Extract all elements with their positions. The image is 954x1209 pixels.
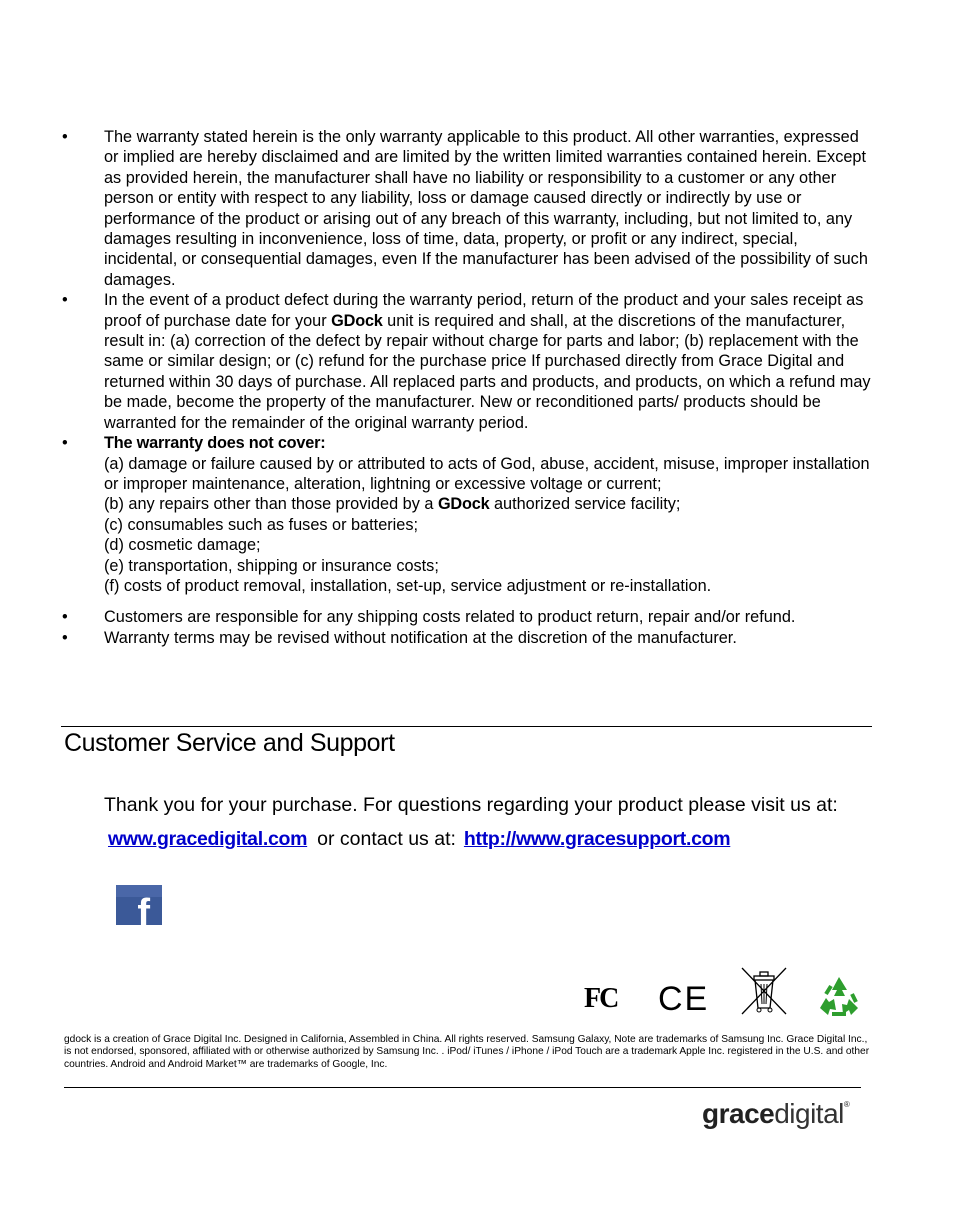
facebook-icon[interactable] <box>116 885 162 925</box>
gracedigital-link[interactable]: www.gracedigital.com <box>108 828 308 850</box>
not-covered-item-f: (f) costs of product removal, installation, set-up, service adjustment or re-installation. <box>104 576 712 595</box>
list-item <box>62 290 872 433</box>
text-run: In the event of a product defect during the warranty period, return of the product and your sales receipt as proof of purchase date for your <box>104 291 864 330</box>
spacer <box>62 596 872 607</box>
certification-marks <box>584 966 864 1018</box>
fine-print: gdock is a creation of Grace Digital Inc. Designed in California, Assembled in China. All rights reserved. Samsung Galaxy, Note are trademarks of Samsung Inc. Grace Digital Inc., is not endorsed, sponsored, affiliated with or otherwise authorized by Samsung Inc. . iPod/ iTunes / iPhone / iPod Touch are a trademark Apple Inc. registered in the U.S. and other countries. Android and Android Market™ are trademarks of Google, Inc. <box>64 1034 870 1070</box>
bullet-dot: • <box>62 628 68 647</box>
shipping-costs-text: Customers are responsible for any shipping costs related to product return, repair and/or refund. <box>104 608 796 627</box>
registered-mark: ® <box>843 1100 850 1109</box>
recycle-icon <box>816 974 862 1018</box>
text-run: unit is required and shall, at the discretions of the manufacturer, result in: (a) correction of the defect by repair without charge for parts and labor; (b) replacement with the same or similar design; or (c) refund for the purchase price If purchased directly from Grace Digital and returned within 30 days of purchase. All replaced parts and products, and products, on which a refund may be made, become the property of the manufacturer. New or reconditioned parts/ products should be warranted for the remainder of the original warranty period. <box>104 311 871 432</box>
gracedigital-logo <box>702 1098 849 1130</box>
warranty-disclaimer-text: The warranty stated herein is the only warranty applicable to this product. All other warranties, expressed or implied are hereby disclaimed and are limited by the written limited warranties contained herein. Except as provided herein, the manufacturer shall have no liability or responsibility to a customer or any other person or entity with respect to any liability, loss or damage caused directly or indirectly by use or performance of the product or arising out of any breach of this warranty, including, but not limited to, any damages resulting in inconvenience, loss of time, data, property, or profit or any indirect, special, incidental, or consequential damages, even If the manufacturer has been advised of the possibility of such damages. <box>104 128 868 289</box>
footer-divider <box>64 1087 861 1088</box>
gracesupport-link[interactable]: http://www.gracesupport.com <box>463 828 731 850</box>
contact-text: or contact us at: <box>317 828 456 850</box>
contact-line <box>108 828 730 851</box>
logo-part-digital: digital <box>774 1098 844 1129</box>
not-covered-item-b <box>104 494 872 514</box>
not-covered-item-a: (a) damage or failure caused by or attributed to acts of God, abuse, accident, misuse, improper installation or improper maintenance, alteration, lightning or excessive voltage or current; <box>104 454 870 493</box>
brand-name: GDock <box>331 311 383 330</box>
terms-revision-text: Warranty terms may be revised without notification at the discretion of the manufacturer. <box>104 628 737 647</box>
facebook-letter: f <box>137 892 150 925</box>
section-title: Customer Service and Support <box>64 729 395 757</box>
not-covered-item-c: (c) consumables such as fuses or batteries; <box>104 515 419 534</box>
list-item <box>62 127 872 290</box>
list-item <box>62 607 872 627</box>
weee-bin-icon <box>740 966 788 1016</box>
section-divider <box>61 726 872 727</box>
list-item <box>62 628 872 648</box>
fcc-mark-icon: FC <box>584 983 618 1014</box>
brand-name: GDock <box>437 495 490 514</box>
warranty-list <box>62 127 872 648</box>
warranty-defect-text <box>104 290 872 433</box>
text-run: (b) any repairs other than those provided by a <box>104 495 438 514</box>
bullet-dot: • <box>62 128 68 146</box>
not-covered-item-d: (d) cosmetic damage; <box>104 536 261 555</box>
thanks-text: Thank you for your purchase. For questions regarding your product please visit us at: <box>104 794 838 816</box>
text-run: authorized service facility; <box>489 495 681 514</box>
list-item <box>62 433 872 596</box>
bullet-dot: • <box>62 608 68 627</box>
bullet-dot: • <box>62 434 68 453</box>
logo-part-grace: grace <box>702 1098 775 1129</box>
not-covered-item-e: (e) transportation, shipping or insurance costs; <box>104 556 439 575</box>
ce-mark-icon: CE <box>658 980 710 1018</box>
facebook-logo-glyph <box>116 885 162 925</box>
not-covered-label: The warranty does not cover: <box>104 434 326 453</box>
bullet-dot: • <box>62 291 68 310</box>
